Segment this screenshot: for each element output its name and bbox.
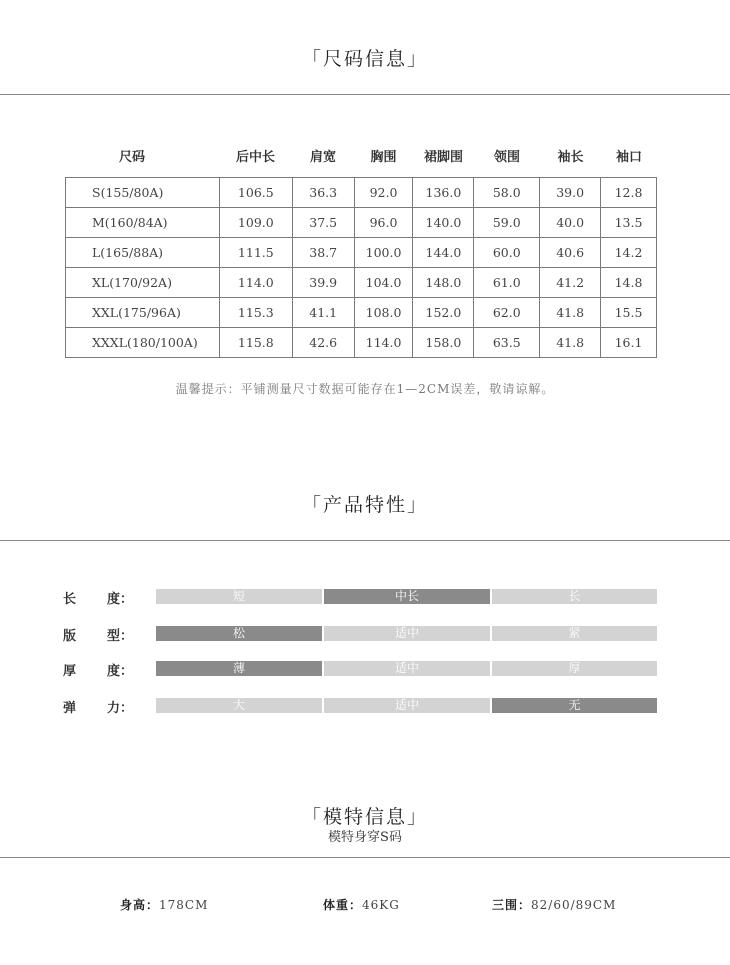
feature-option: 大	[156, 698, 322, 713]
size-cell: XXL(175/96A)	[66, 298, 220, 328]
measurement-cell: 14.2	[601, 238, 657, 268]
feature-option: 适中	[324, 626, 490, 641]
table-row	[66, 268, 657, 298]
section-divider	[0, 857, 730, 858]
size-cell: L(165/88A)	[66, 238, 220, 268]
model-weight-value: 46KG	[362, 898, 400, 912]
measurement-cell: 41.2	[540, 268, 601, 298]
model-subtitle: 模特身穿S码	[328, 830, 402, 845]
feature-label-part: 长	[63, 592, 77, 607]
measurement-cell: 61.0	[474, 268, 540, 298]
section-divider	[0, 94, 730, 95]
header-sleeve-length: 袖长	[557, 150, 584, 165]
measurement-cell: 115.3	[219, 298, 292, 328]
feature-label-part: 度：	[106, 664, 133, 679]
size-table	[65, 177, 657, 358]
measurement-cell: 114.0	[219, 268, 292, 298]
header-back-length: 后中长	[235, 150, 275, 165]
feature-section-title: 「产品特性」	[301, 494, 428, 516]
measurement-cell: 92.0	[354, 178, 413, 208]
feature-option-selected: 中长	[324, 589, 490, 604]
table-row	[66, 298, 657, 328]
measurement-cell: 12.8	[601, 178, 657, 208]
size-section-title: 「尺码信息」	[301, 48, 428, 70]
feature-label	[63, 697, 133, 716]
table-row	[66, 208, 657, 238]
measurement-cell: 41.8	[540, 328, 601, 358]
measurement-cell: 158.0	[413, 328, 474, 358]
feature-option: 长	[492, 589, 657, 604]
measurement-cell: 59.0	[474, 208, 540, 238]
size-cell: S(155/80A)	[66, 178, 220, 208]
feature-option-selected: 薄	[156, 661, 322, 676]
feature-option-selected: 无	[492, 698, 657, 713]
measurement-cell: 148.0	[413, 268, 474, 298]
model-measurements	[492, 896, 616, 913]
feature-label	[63, 588, 133, 607]
model-measurements-value: 82/60/89CM	[531, 898, 617, 912]
header-cuff: 袖口	[615, 150, 642, 165]
measurement-cell: 109.0	[219, 208, 292, 238]
feature-label-part: 厚	[63, 664, 77, 679]
feature-option: 紧	[492, 626, 657, 641]
feature-label-part: 版	[63, 629, 77, 644]
table-row	[66, 178, 657, 208]
feature-option: 适中	[324, 661, 490, 676]
feature-label-part: 型：	[106, 629, 133, 644]
measurement-cell: 108.0	[354, 298, 413, 328]
measurement-note: 温馨提示：平铺测量尺寸数据可能存在1—2CM误差，敬请谅解。	[175, 382, 555, 396]
measurement-cell: 136.0	[413, 178, 474, 208]
header-collar: 领围	[493, 150, 520, 165]
model-weight-label: 体重：	[323, 898, 363, 912]
model-measurements-label: 三围：	[492, 898, 532, 912]
model-height	[120, 896, 208, 913]
measurement-cell: 38.7	[292, 238, 354, 268]
model-section-title: 「模特信息」	[301, 806, 428, 828]
measurement-cell: 41.8	[540, 298, 601, 328]
measurement-cell: 16.1	[601, 328, 657, 358]
measurement-cell: 39.9	[292, 268, 354, 298]
feature-option-selected: 松	[156, 626, 322, 641]
size-cell: XL(170/92A)	[66, 268, 220, 298]
measurement-cell: 37.5	[292, 208, 354, 238]
model-height-label: 身高：	[120, 898, 160, 912]
feature-label-part: 度：	[106, 592, 133, 607]
feature-label	[63, 660, 133, 679]
measurement-cell: 144.0	[413, 238, 474, 268]
measurement-cell: 15.5	[601, 298, 657, 328]
measurement-cell: 114.0	[354, 328, 413, 358]
section-divider	[0, 540, 730, 541]
model-height-value: 178CM	[159, 898, 209, 912]
measurement-cell: 39.0	[540, 178, 601, 208]
measurement-cell: 115.8	[219, 328, 292, 358]
measurement-cell: 106.5	[219, 178, 292, 208]
measurement-cell: 41.1	[292, 298, 354, 328]
measurement-cell: 14.8	[601, 268, 657, 298]
feature-label-part: 力：	[106, 701, 133, 716]
size-cell: M(160/84A)	[66, 208, 220, 238]
header-hem: 裙脚围	[423, 150, 463, 165]
measurement-cell: 111.5	[219, 238, 292, 268]
measurement-cell: 100.0	[354, 238, 413, 268]
measurement-cell: 62.0	[474, 298, 540, 328]
size-cell: XXXL(180/100A)	[66, 328, 220, 358]
measurement-cell: 58.0	[474, 178, 540, 208]
feature-option: 厚	[492, 661, 657, 676]
measurement-cell: 96.0	[354, 208, 413, 238]
measurement-cell: 36.3	[292, 178, 354, 208]
table-row	[66, 238, 657, 268]
measurement-cell: 104.0	[354, 268, 413, 298]
table-row	[66, 328, 657, 358]
header-shoulder: 肩宽	[309, 150, 336, 165]
measurement-cell: 60.0	[474, 238, 540, 268]
measurement-cell: 40.6	[540, 238, 601, 268]
measurement-cell: 152.0	[413, 298, 474, 328]
measurement-cell: 13.5	[601, 208, 657, 238]
header-chest: 胸围	[370, 150, 397, 165]
measurement-cell: 42.6	[292, 328, 354, 358]
feature-option: 适中	[324, 698, 490, 713]
model-weight	[323, 896, 400, 913]
feature-option: 短	[156, 589, 322, 604]
header-size: 尺码	[118, 150, 145, 165]
feature-label-part: 弹	[63, 701, 77, 716]
measurement-cell: 40.0	[540, 208, 601, 238]
measurement-cell: 140.0	[413, 208, 474, 238]
feature-label	[63, 625, 133, 644]
measurement-cell: 63.5	[474, 328, 540, 358]
